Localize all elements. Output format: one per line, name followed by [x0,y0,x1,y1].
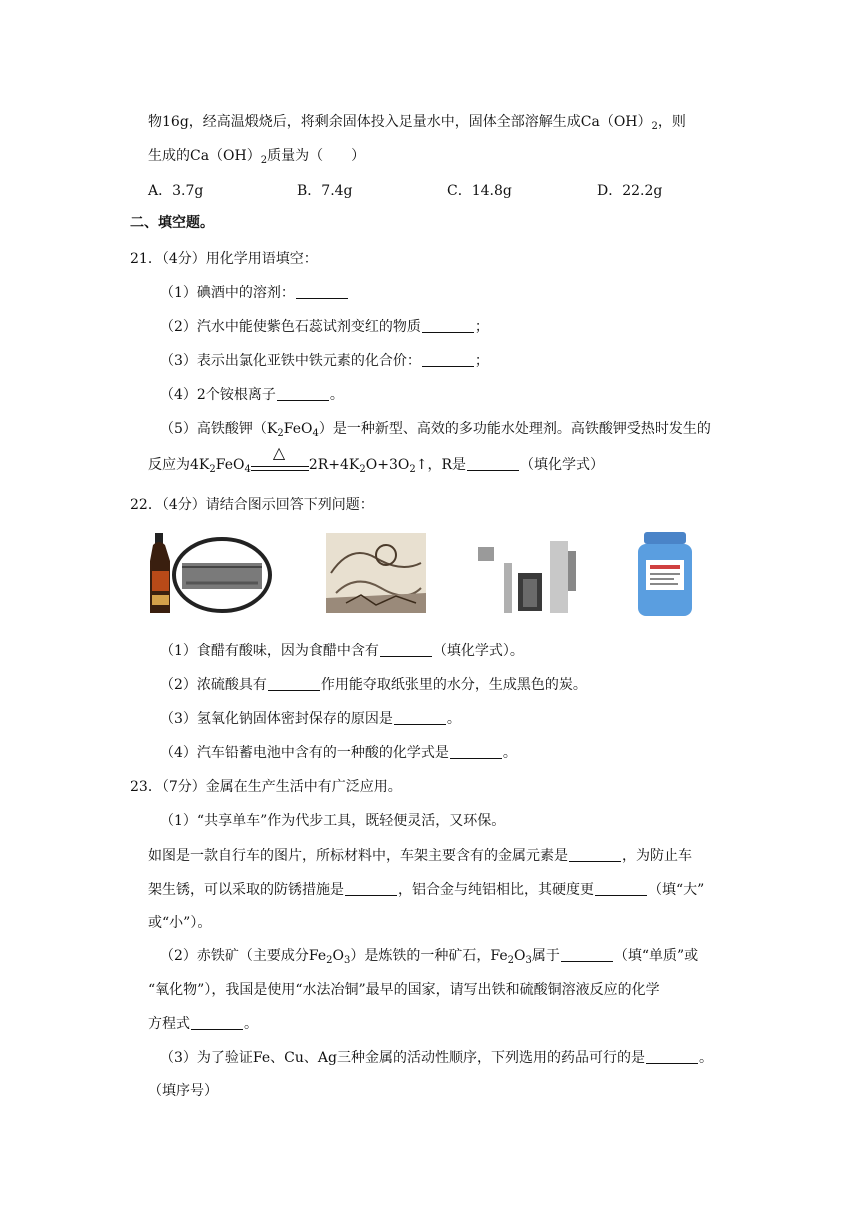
q21-part-1 [160,283,349,303]
q23-blank-3[interactable] [595,881,647,896]
q21-p5-b: FeO [283,421,313,437]
q21-eq-sub-4: 2 [409,464,416,475]
q23-part-2-line-3 [148,1014,258,1034]
q23-part-1: （1）“共享单车”作为代步工具，既轻便灵活，又环保。 [160,813,506,829]
q20-sub: 2 [651,121,658,132]
q23-blank-4[interactable] [561,947,613,962]
q23-sub-3: 2 [507,955,514,966]
q20-option-a[interactable]: A．3.7g [148,183,204,199]
heating-equals-sign [251,443,309,475]
q22-blank-3[interactable] [394,710,446,725]
q23-sub-2: 3 [344,955,351,966]
q20-text-2b: 质量为（ ） [267,148,366,164]
q23-part-1-line-4: 或“小”）。 [148,915,212,931]
q21-title: 21．（4分）用化学用语填空： [130,251,318,267]
q20-sub-2: 2 [260,155,268,166]
q21-eq-c: 2R+4K [308,457,360,473]
q21-p3-end: ； [474,353,489,369]
q20-text-1a: 物16g，经高温煅烧后，将剩余固体投入足量水中，固体全部溶解生成Ca（OH） [148,114,652,130]
q21-part-5 [160,419,711,439]
q20-option-d[interactable]: D．22.2g [597,183,663,199]
q21-p3-text: （3）表示出氯化亚铁中铁元素的化合价： [160,353,421,369]
q23-part-3-line-2: （填序号） [148,1083,218,1099]
q21-eq-sub-2: 4 [244,464,251,475]
q22-blank-2[interactable] [268,676,320,691]
q23-p3a-a: （3）为了验证Fe、Cu、Ag三种金属的活动性顺序，下列选用的药品可行的是 [160,1050,645,1066]
q21-part-4 [160,385,344,405]
q21-p1-text: （1）碘酒中的溶剂： [160,285,295,301]
q21-p5-c: ）是一种新型、高效的多功能水处理剂。高铁酸钾受热时发生的 [318,421,711,437]
q22-p3-end: 。 [446,711,461,727]
delta-icon: △ [272,443,286,462]
q21-eq-b: FeO [215,457,245,473]
q21-p5-sub-a: 2 [277,428,284,439]
q23-p1b-b: ，为防止车 [622,848,692,864]
q22-p1-text: （1）食醋有酸味，因为食醋中含有 [160,643,379,659]
q23-blank-6[interactable] [646,1049,698,1064]
q20-text-line-1 [148,112,686,132]
q23-part-1-line-2 [148,846,692,866]
q23-blank-5[interactable] [191,1015,243,1030]
q23-p1c-c: （填“大” [648,882,705,898]
q21-part-5-equation [148,443,605,475]
q22-blank-1[interactable] [380,642,432,657]
q21-blank-1[interactable] [296,284,348,299]
q23-p2a-f: （填“单质”或 [613,948,699,964]
q23-sub-1: 2 [326,955,333,966]
q23-p2a-e: 属于 [531,948,560,964]
q21-eq-sub-3: 2 [359,464,366,475]
q23-p3a-b: 。 [698,1050,713,1066]
q23-blank-1[interactable] [569,847,621,862]
q23-p2c-b: 。 [244,1016,258,1032]
q23-p2a-d: O [513,948,526,964]
q22-p2-end: 作用能夺取纸张里的水分，生成黑色的炭。 [320,677,587,693]
q20-option-c[interactable]: C．14.8g [447,183,512,199]
q23-blank-2[interactable] [345,881,397,896]
q21-blank-3[interactable] [422,352,474,367]
reagent-bottle-image [636,532,694,618]
sodium-hydroxide-scene-image [478,541,576,613]
q22-part-4 [160,743,517,763]
q22-part-3 [160,709,461,729]
q22-p4-text: （4）汽车铅蓄电池中含有的一种酸的化学式是 [160,745,449,761]
q23-p2a-c: ）是炼铁的一种矿石，Fe [350,948,508,964]
q20-text-line-2 [148,146,365,166]
q22-p1-end: （填化学式）。 [432,643,524,659]
q20-text-1b: ，则 [657,114,686,130]
q21-p2-text: （2）汽水中能使紫色石蕊试剂变红的物质 [160,319,421,335]
q23-part-3 [160,1048,713,1068]
q20-text-2a: 生成的Ca（OH） [148,148,261,164]
q22-p3-text: （3）氢氧化钠固体密封保存的原因是 [160,711,393,727]
q21-blank-4[interactable] [277,386,329,401]
q21-blank-5[interactable] [467,456,519,471]
q21-part-2 [160,317,489,337]
q21-eq-f: （填化学式） [520,457,605,473]
q22-part-1 [160,641,524,661]
q23-title: 23．（7分）金属在生产生活中有广泛应用。 [130,779,402,795]
q22-blank-4[interactable] [450,744,502,759]
q23-p1c-a: 架生锈，可以采取的防锈措施是 [148,882,344,898]
q21-eq-a: 反应为4K [148,457,210,473]
q23-sub-4: 3 [525,955,532,966]
q22-p2-text: （2）浓硫酸具有 [160,677,267,693]
q23-p2c-a: 方程式 [148,1016,190,1032]
q21-part-3 [160,351,489,371]
q23-p2a-a: （2）赤铁矿（主要成分Fe [160,948,327,964]
q21-p5-a: （5）高铁酸钾（K [160,421,278,437]
charred-paper-image [326,533,426,613]
q21-p5-sub-b: 4 [312,428,319,439]
q21-eq-d: O+3O [365,457,410,473]
q21-p4-end: 。 [329,387,344,403]
q23-p1b-a: 如图是一款自行车的图片，所标材料中，车架主要含有的金属元素是 [148,848,568,864]
q22-part-2 [160,675,587,695]
q22-title: 22．（4分）请结合图示回答下列问题： [130,497,374,513]
q23-part-2-line-2: “氧化物”），我国是使用“水法冶铜”最早的国家，请写出铁和硫酸铜溶液反应的化学 [148,982,660,998]
q21-eq-e: ↑，R是 [415,457,467,473]
q21-p2-end: ； [474,319,489,335]
vinegar-bottle-and-paper-image [150,533,272,615]
q21-blank-2[interactable] [422,318,474,333]
q22-p4-end: 。 [502,745,517,761]
q23-p2a-b: O [332,948,344,964]
q23-part-1-line-3 [148,880,704,900]
section-title: 二、填空题。 [130,215,214,231]
q23-part-2 [160,946,698,966]
q20-option-b[interactable]: B．7.4g [297,183,353,199]
q21-p4-text: （4）2个铵根离子 [160,387,276,403]
q21-eq-sub-1: 2 [209,464,216,475]
q23-p1c-b: ，铝合金与纯铝相比，其硬度更 [398,882,594,898]
